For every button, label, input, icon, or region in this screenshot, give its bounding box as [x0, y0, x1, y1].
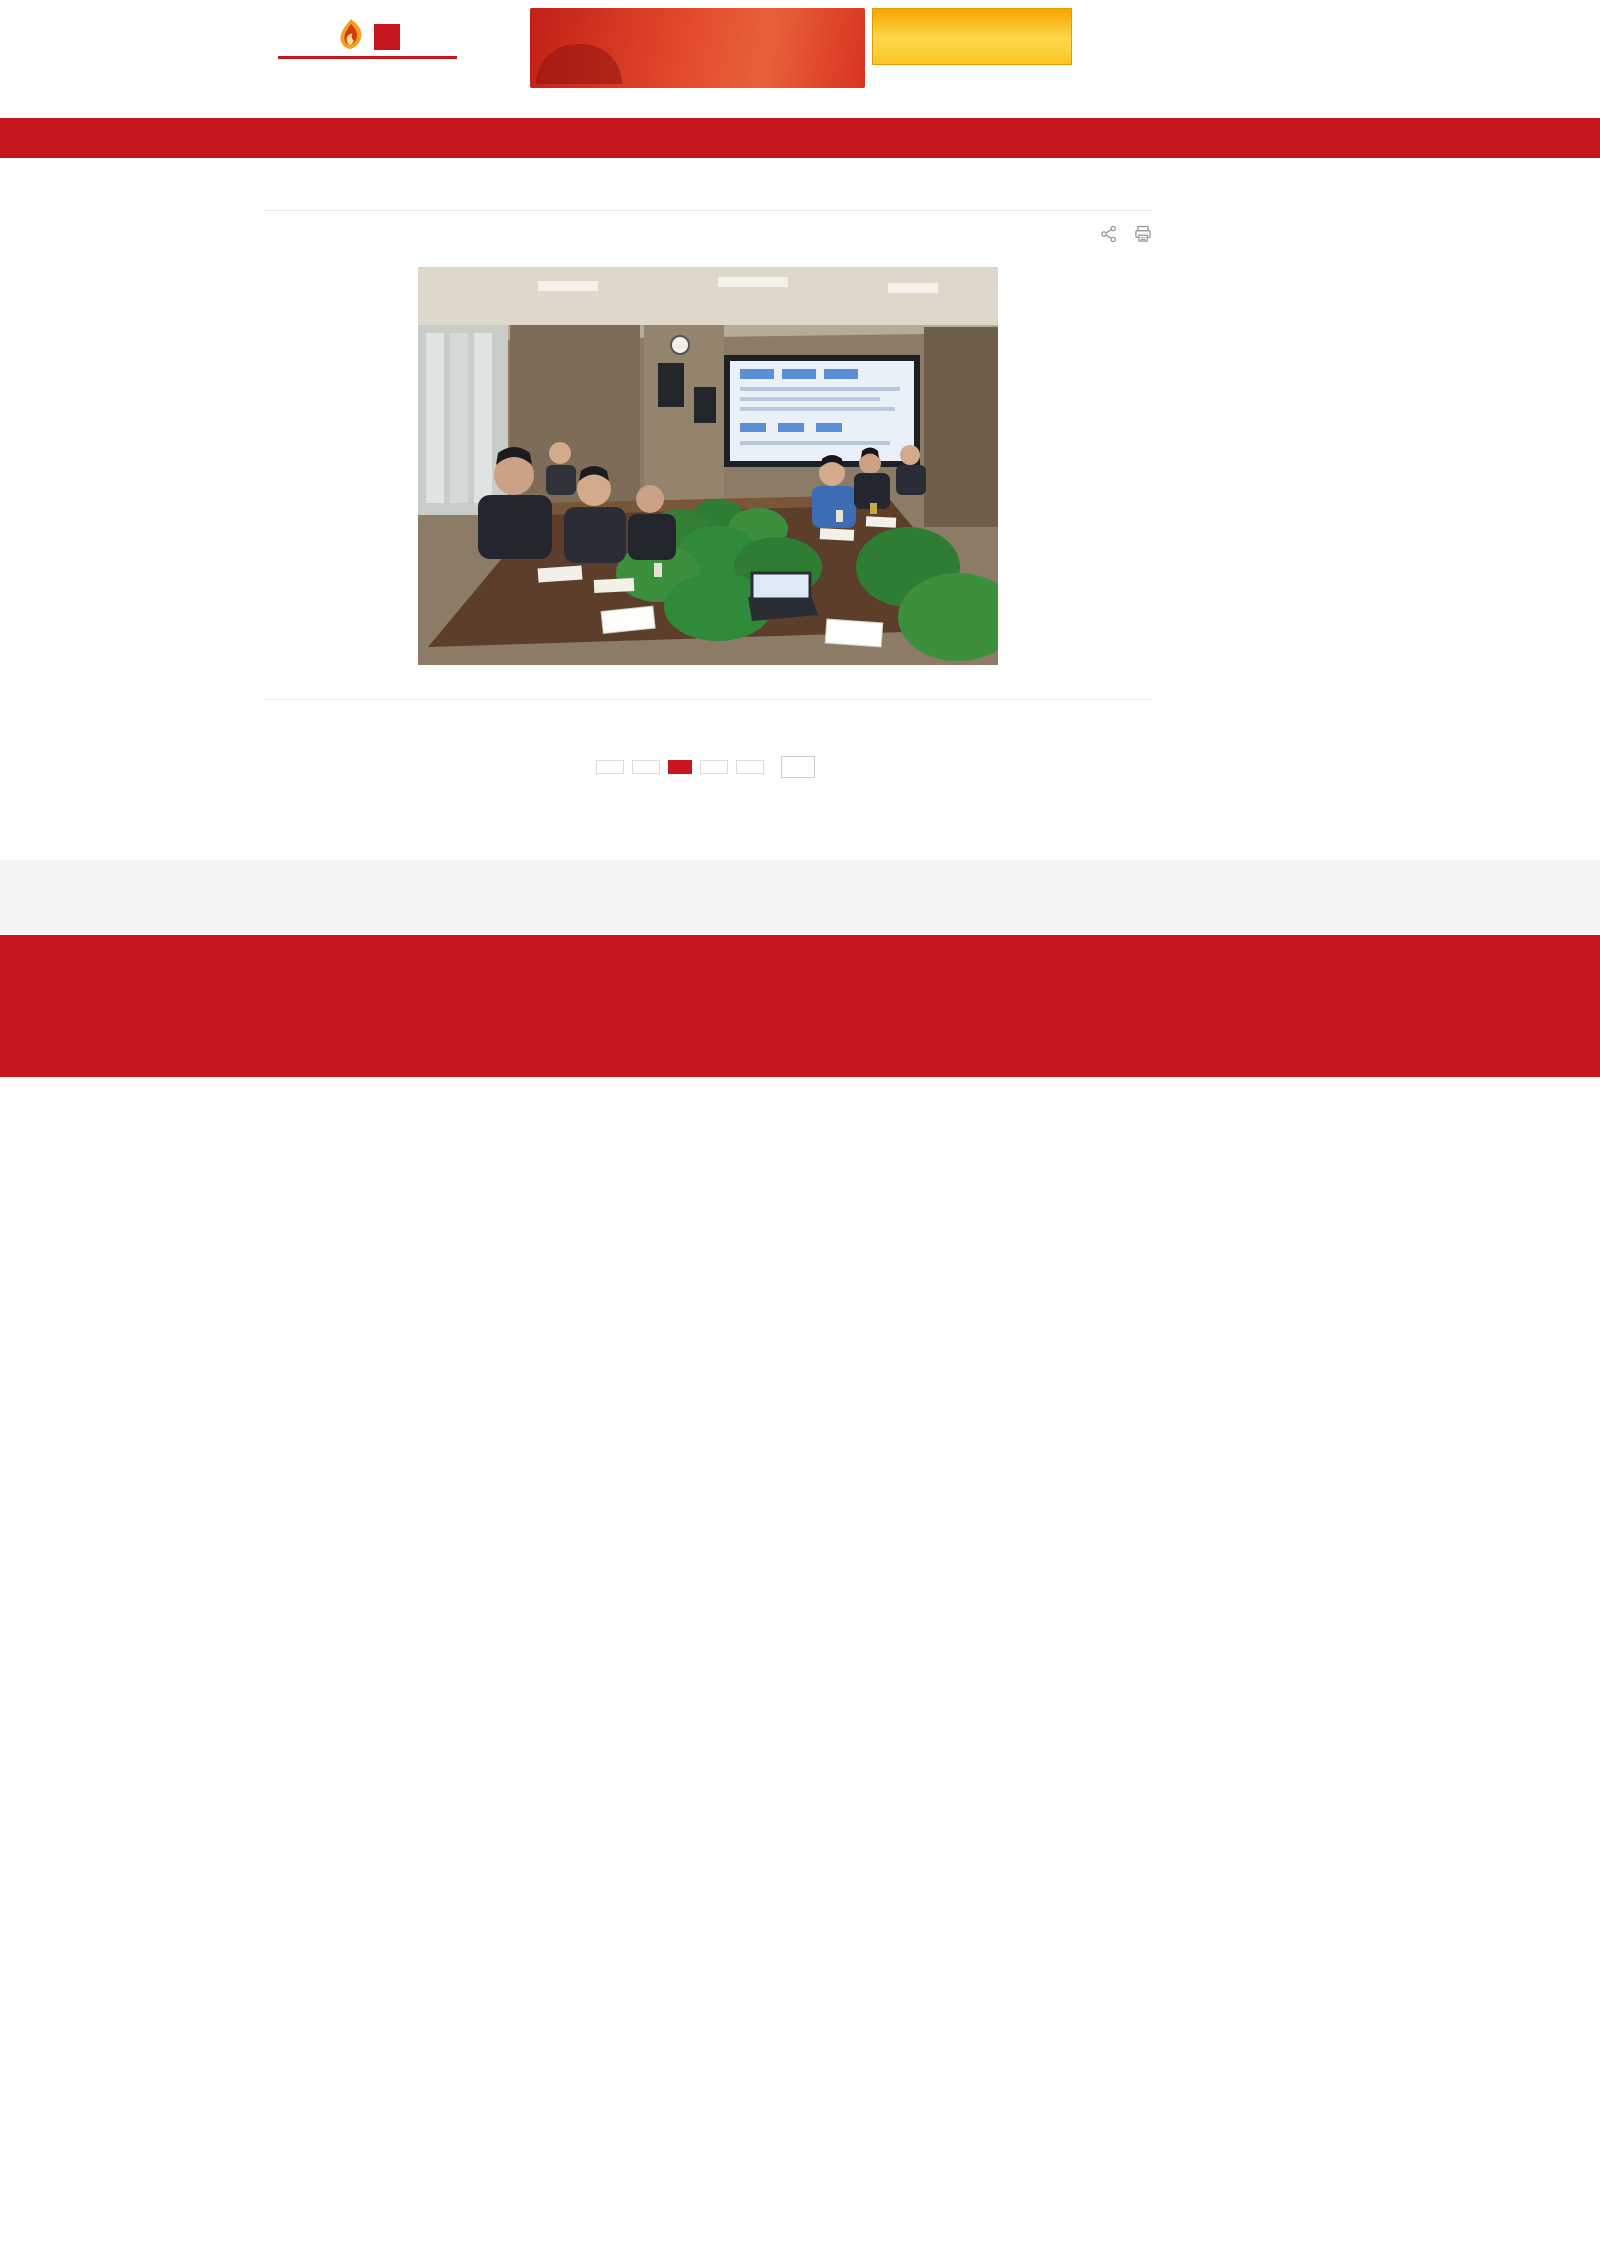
article-meta	[263, 227, 270, 242]
site-logo[interactable]	[270, 8, 465, 63]
breadcrumb	[0, 158, 1600, 182]
article-body	[263, 267, 1153, 665]
print-icon[interactable]	[1133, 224, 1153, 244]
goto-page-input[interactable]	[781, 756, 815, 778]
logo-rule	[278, 56, 457, 59]
friend-links-section	[0, 860, 1600, 935]
pagination	[263, 756, 1153, 778]
speech-database-banner[interactable]	[872, 8, 1072, 65]
article-bottom-divider	[263, 699, 1153, 700]
pagination-goto	[776, 756, 820, 778]
pagination-prev-button[interactable]	[632, 760, 660, 774]
article-meta-row	[263, 221, 1153, 247]
article-container	[263, 210, 1153, 778]
site-footer	[0, 935, 1600, 1077]
pagination-first-button[interactable]	[596, 760, 624, 774]
footer-blessing	[584, 987, 762, 1001]
footer-contact	[800, 987, 1050, 1001]
main-nav	[0, 118, 1600, 158]
share-icon[interactable]	[1099, 224, 1119, 244]
tiananmen-silhouette	[536, 44, 622, 84]
article-tools	[1071, 224, 1153, 244]
pagination-last-button[interactable]	[736, 760, 764, 774]
footer-magazine-intro	[378, 987, 546, 1001]
title-divider	[263, 210, 1153, 211]
pagination-current-page[interactable]	[668, 760, 692, 774]
site-header	[0, 0, 1600, 118]
core-values-banner[interactable]	[530, 8, 865, 88]
article-photo	[418, 267, 998, 665]
party-flame-icon	[336, 18, 366, 52]
logo-wang-badge	[374, 24, 400, 50]
pagination-next-button[interactable]	[700, 760, 728, 774]
meeting-photo-illustration	[418, 267, 998, 665]
